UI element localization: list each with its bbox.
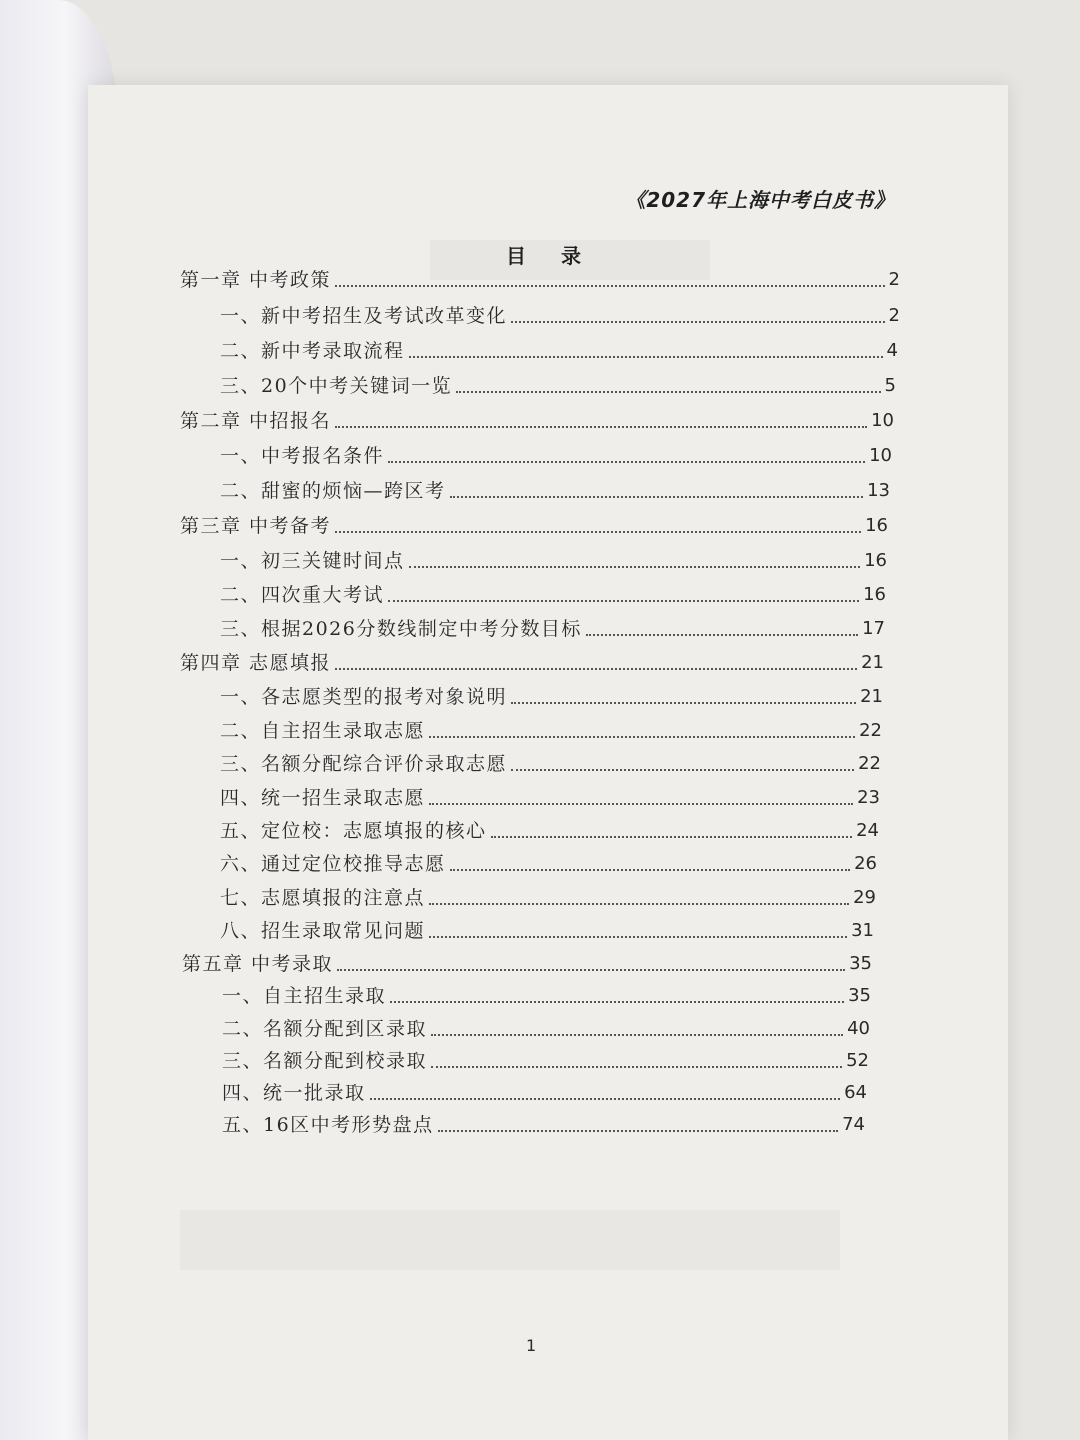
toc-entry xyxy=(220,443,892,469)
toc-entry-label: 八、招生录取常见问题 xyxy=(220,920,426,942)
toc-entry-page: 35 xyxy=(849,953,872,974)
toc-entry-page: 64 xyxy=(844,1082,867,1103)
dot-leader xyxy=(388,461,865,463)
dot-leader xyxy=(429,936,847,938)
dot-leader xyxy=(335,426,867,428)
toc-entry-chapter-2 xyxy=(180,408,894,434)
toc-entry-page: 23 xyxy=(857,787,880,808)
dot-leader xyxy=(586,634,858,636)
dot-leader xyxy=(335,668,857,670)
toc-entry-label: 第三章 中考备考 xyxy=(180,515,332,537)
toc-entry xyxy=(220,718,882,744)
toc-entry-label: 五、16区中考形势盘点 xyxy=(222,1114,434,1136)
dot-leader xyxy=(511,321,885,323)
toc-entry-page: 35 xyxy=(848,985,871,1006)
dot-leader xyxy=(431,1034,843,1036)
toc-entry xyxy=(220,751,881,777)
toc-entry-page: 16 xyxy=(865,515,888,536)
toc-entry-page: 13 xyxy=(867,480,890,501)
dot-leader xyxy=(337,969,845,971)
toc-entry-page: 4 xyxy=(886,340,898,361)
toc-entry-label: 第二章 中招报名 xyxy=(180,410,332,432)
toc-entry-label: 二、四次重大考试 xyxy=(220,584,385,606)
toc-entry xyxy=(220,303,900,329)
toc-entry-label: 一、新中考招生及考试改革变化 xyxy=(220,305,508,327)
toc-entry xyxy=(220,885,876,911)
toc-entry-label: 二、甜蜜的烦恼—跨区考 xyxy=(220,480,446,502)
dot-leader xyxy=(335,531,861,533)
toc-entry-page: 5 xyxy=(884,375,896,396)
toc-entry xyxy=(220,616,885,642)
dot-leader xyxy=(511,702,856,704)
toc-entry-label: 五、定位校：志愿填报的核心 xyxy=(220,820,487,842)
toc-entry-label: 二、自主招生录取志愿 xyxy=(220,720,426,742)
dot-leader xyxy=(456,391,880,393)
toc-entry-page: 10 xyxy=(869,445,892,466)
toc-entry-page: 2 xyxy=(888,269,900,290)
dot-leader xyxy=(450,869,851,871)
toc-entry-page: 40 xyxy=(847,1018,870,1039)
toc-entry-label: 六、通过定位校推导志愿 xyxy=(220,853,446,875)
toc-entry-page: 16 xyxy=(864,550,887,571)
toc-entry-label: 二、名额分配到区录取 xyxy=(222,1018,428,1040)
toc-entry-page: 17 xyxy=(862,618,885,639)
toc-entry-page: 21 xyxy=(860,686,883,707)
toc-entry xyxy=(220,851,877,877)
toc-entry xyxy=(222,983,871,1009)
toc-entry-label: 一、各志愿类型的报考对象说明 xyxy=(220,686,508,708)
dot-leader xyxy=(335,285,885,287)
dot-leader xyxy=(390,1001,844,1003)
toc-entry xyxy=(220,785,880,811)
toc-entry-page: 74 xyxy=(842,1114,865,1135)
dot-leader xyxy=(409,566,861,568)
toc-entry-label: 第一章 中考政策 xyxy=(180,269,332,291)
dot-leader xyxy=(438,1130,838,1132)
toc-entry-label: 四、统一招生录取志愿 xyxy=(220,787,426,809)
toc-entry-label: 一、中考报名条件 xyxy=(220,445,385,467)
toc-entry-page: 29 xyxy=(853,887,876,908)
toc-entry xyxy=(220,478,890,504)
toc-entry xyxy=(220,582,886,608)
toc-entry xyxy=(222,1112,865,1138)
toc-entry-label: 第四章 志愿填报 xyxy=(180,652,332,674)
dot-leader xyxy=(370,1098,841,1100)
toc-entry-label: 四、统一批录取 xyxy=(222,1082,366,1104)
toc-entry-page: 31 xyxy=(851,920,874,941)
toc-entry xyxy=(222,1080,867,1106)
toc-entry xyxy=(222,1048,869,1074)
toc-entry-label: 三、20个中考关键词一览 xyxy=(220,375,453,397)
toc-entry xyxy=(220,373,896,399)
toc-entry-page: 24 xyxy=(856,820,879,841)
toc-entry xyxy=(220,684,883,710)
toc-entry-chapter-3 xyxy=(180,513,888,539)
toc-entry-page: 52 xyxy=(846,1050,869,1071)
toc-entry-page: 10 xyxy=(871,410,894,431)
toc-entry xyxy=(220,918,874,944)
dot-leader xyxy=(429,903,849,905)
dot-leader xyxy=(450,496,864,498)
toc-entry xyxy=(220,338,898,364)
toc-entry-label: 二、新中考录取流程 xyxy=(220,340,405,362)
dot-leader xyxy=(429,736,855,738)
toc-entry-chapter-4 xyxy=(180,650,884,676)
toc-entry-page: 21 xyxy=(861,652,884,673)
toc-entry-label: 一、自主招生录取 xyxy=(222,985,387,1007)
dot-leader xyxy=(511,769,854,771)
page-number: 1 xyxy=(526,1336,537,1355)
dot-leader xyxy=(491,836,853,838)
toc-entry xyxy=(220,818,879,844)
toc-entry xyxy=(220,548,887,574)
toc-entry-label: 第五章 中考录取 xyxy=(182,953,334,975)
toc-entry-label: 一、初三关键时间点 xyxy=(220,550,405,572)
toc-entry-label: 三、名额分配综合评价录取志愿 xyxy=(220,753,508,775)
toc-entry-chapter-5 xyxy=(182,951,872,977)
toc-entry-page: 22 xyxy=(858,753,881,774)
toc-entry-chapter-1 xyxy=(180,267,900,293)
toc-entry-page: 26 xyxy=(854,853,877,874)
toc-title: 目 录 xyxy=(506,244,595,268)
dot-leader xyxy=(388,600,859,602)
toc-entry-page: 2 xyxy=(888,305,900,326)
running-head: 《2027年上海中考白皮书》 xyxy=(625,188,895,212)
toc-entry-page: 22 xyxy=(859,720,882,741)
toc-entry-page: 16 xyxy=(863,584,886,605)
dot-leader xyxy=(409,356,883,358)
toc-entry-label: 三、根据2026分数线制定中考分数目标 xyxy=(220,618,582,640)
dot-leader xyxy=(431,1066,842,1068)
dot-leader xyxy=(429,803,853,805)
toc-entry-label: 七、志愿填报的注意点 xyxy=(220,887,426,909)
toc-entry-label: 三、名额分配到校录取 xyxy=(222,1050,428,1072)
toc-entry xyxy=(222,1016,870,1042)
